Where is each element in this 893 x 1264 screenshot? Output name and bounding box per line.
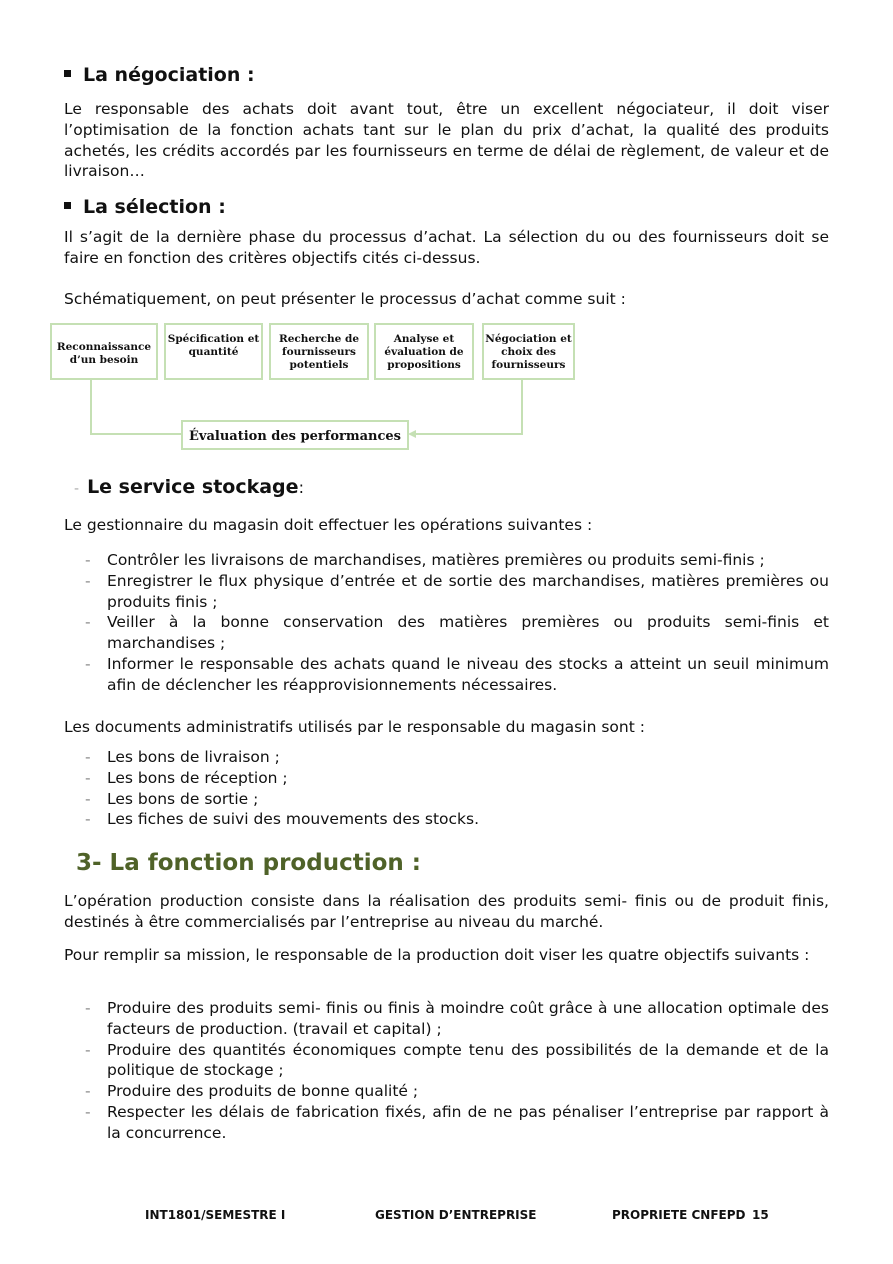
production-section-title: 3- La fonction production : — [76, 850, 421, 876]
list-item: - Produire des produits semi- finis ou finis à moindre coût grâce à une allocation optimale des facteurs de production. (travail et capital) ; — [85, 999, 829, 1038]
step-box-1: Reconnaissance d’un besoin — [50, 323, 158, 380]
dash-bullet-icon: - — [85, 999, 91, 1017]
feedback-box: Évaluation des performances — [181, 420, 409, 450]
stockage-heading — [74, 476, 304, 498]
step-box-3: Recherche de fournisseurs potentiels — [269, 323, 369, 380]
dash-bullet-icon: - — [85, 613, 91, 632]
stockage-title: Le service stockage — [87, 476, 299, 498]
production-paragraph-1: L’opération production consiste dans la réalisation des produits semi- finis ou de produit finis, destinés à être commercialisés par l’entreprise au niveau du marché. — [64, 892, 829, 931]
step-box-2: Spécification et quantité — [164, 323, 263, 380]
dash-bullet-icon: - — [85, 789, 91, 808]
stockage-intro: Le gestionnaire du magasin doit effectuer les opérations suivantes : — [64, 516, 593, 534]
negociation-text: Le responsable des achats doit avant tout, être un excellent négociateur, il doit viser l’optimisation de la fonction achats tant sur le plan du prix d’achat, la qualité des produits achetés, les crédits accordés par les fournisseurs en terme de délai de règlement, de valeur et de livraison… — [64, 100, 829, 181]
stockage-colon: : — [298, 478, 304, 497]
dash-bullet-icon: - — [85, 1082, 91, 1101]
list-item: - Contrôler les livraisons de marchandises, matières premières ou produits semi-finis ; — [85, 551, 765, 569]
page-number: 15 — [752, 1208, 769, 1222]
list-item: - Les bons de réception ; — [85, 768, 288, 787]
footer-property: PROPRIETE CNFEPD — [612, 1208, 746, 1222]
schema-intro: Schématiquement, on peut présenter le processus d’achat comme suit : — [64, 290, 626, 308]
list-item: - Informer le responsable des achats quand le niveau des stocks a atteint un seuil minimum afin de déclencher les réapprovisionnements nécessaires. — [85, 654, 829, 694]
dash-bullet-icon: - — [85, 1040, 91, 1059]
selection-title: La sélection : — [83, 196, 226, 218]
dash-bullet-icon: - — [85, 654, 91, 673]
stockage-operations-list — [64, 550, 829, 696]
documents-list — [64, 747, 829, 830]
footer-course-code: INT1801/SEMESTRE I — [145, 1208, 286, 1222]
negociation-title: La négociation : — [83, 64, 255, 86]
list-item: - Produire des quantités économiques compte tenu des possibilités de la demande et de la politique de stockage ; — [85, 1040, 829, 1080]
list-item: - Produire des produits de bonne qualité ; — [85, 1082, 419, 1101]
list-item: - Les bons de sortie ; — [85, 789, 259, 808]
dash-bullet-icon: - — [85, 810, 91, 829]
footer-course-title: GESTION D’ENTREPRISE — [375, 1208, 537, 1222]
list-item: - Veiller à la bonne conservation des matières premières ou produits semi-finis et marchandises ; — [85, 613, 829, 653]
step-box-4: Analyse et évaluation de propositions — [374, 323, 474, 380]
dash-bullet-icon: - — [85, 551, 91, 569]
dash-bullet-icon: - — [85, 748, 91, 766]
selection-text: Il s’agit de la dernière phase du processus d’achat. La sélection du ou des fournisseurs doit se faire en fonction des critères objectifs cités ci-dessus. — [64, 228, 829, 267]
list-item: - Enregistrer le flux physique d’entrée et de sortie des marchandises, matières premières ou produits finis ; — [85, 571, 829, 611]
list-item: - Respecter les délais de fabrication fixés, afin de ne pas pénaliser l’entreprise par rapport à la concurrence. — [85, 1102, 829, 1142]
arrow-head-icon — [408, 430, 416, 438]
production-paragraph-2: Pour remplir sa mission, le responsable de la production doit viser les quatre objectifs suivants : — [64, 946, 810, 964]
dash-bullet-icon: - — [85, 768, 91, 787]
diagram-connectors — [0, 0, 893, 460]
step-box-5: Négociation et choix des fournisseurs — [482, 323, 575, 380]
docs-intro: Les documents administratifs utilisés par le responsable du magasin sont : — [64, 718, 645, 736]
dash-bullet-icon: - — [85, 1102, 91, 1121]
list-item: - Les bons de livraison ; — [85, 748, 280, 766]
dash-bullet-icon: - — [85, 571, 91, 590]
production-objectives-list — [64, 998, 829, 1144]
dash-bullet-icon: - — [74, 481, 80, 497]
list-item: - Les fiches de suivi des mouvements des stocks. — [85, 810, 480, 829]
